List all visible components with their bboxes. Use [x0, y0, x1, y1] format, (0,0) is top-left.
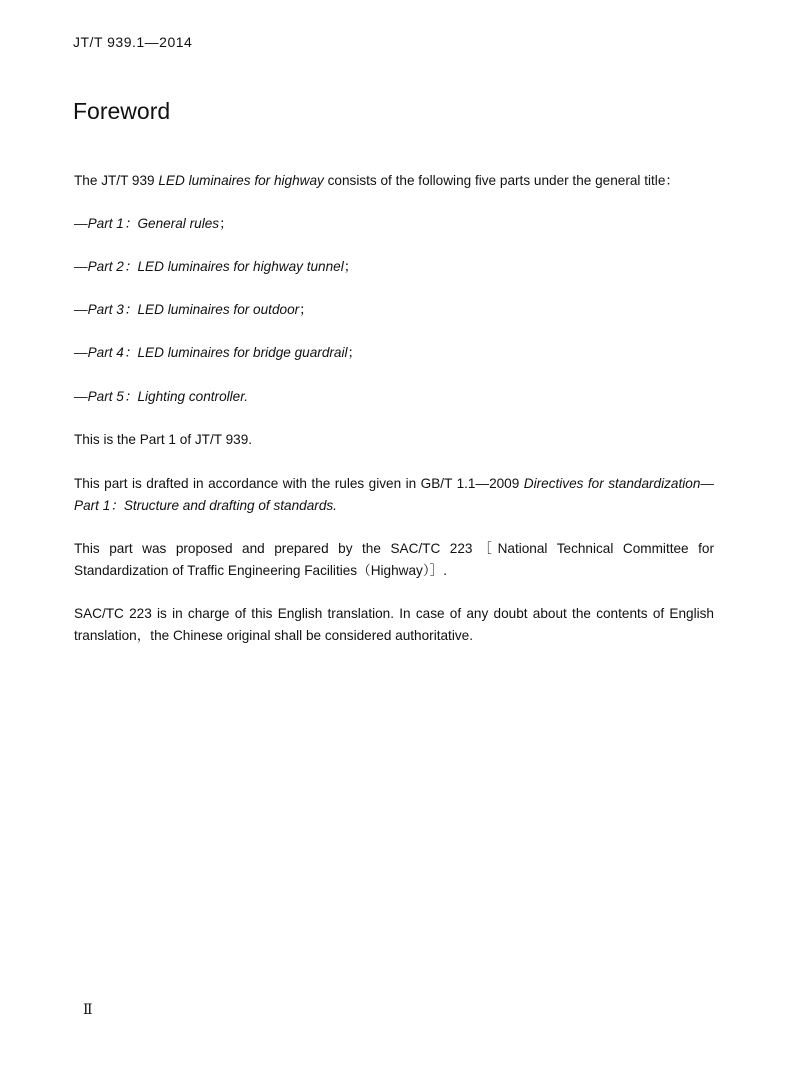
list-item — [74, 299, 714, 321]
page-number: Ⅱ — [83, 1003, 93, 1018]
intro-paragraph — [74, 170, 714, 192]
part-title: General rules — [137, 216, 220, 231]
part-label: —Part 5： — [74, 389, 138, 404]
list-item — [74, 386, 714, 408]
drafting-prefix: This part is drafted in accordance with the rules given in GB/T 1.1—2009 — [74, 476, 524, 491]
standard-number: JT/T 939.1—2014 — [73, 34, 193, 50]
list-item — [74, 213, 714, 235]
part-end: ； — [219, 216, 233, 231]
reference-title: Directives for standardization—Part 1：Structure and drafting of standards. — [74, 476, 714, 513]
list-item — [74, 256, 714, 278]
part-title: LED luminaires for bridge guardrail — [137, 345, 348, 360]
part-statement: This is the Part 1 of JT/T 939. — [74, 432, 253, 447]
part-end: ； — [343, 259, 358, 274]
intro-suffix: consists of the following five parts under the general title： — [323, 173, 679, 188]
part-end: ； — [299, 302, 313, 317]
intro-prefix: The JT/T 939 — [74, 173, 159, 188]
part-label: —Part 4： — [74, 345, 138, 360]
page-title: Foreword — [73, 98, 171, 124]
part-end: ； — [347, 345, 362, 360]
proposal-paragraph: This part was proposed and prepared by the SAC/TC 223［National Technical Committee for Standardization of Traffic Engineering Facilities（Highway）］. — [74, 541, 714, 578]
part-end: . — [244, 389, 249, 404]
translation-paragraph: SAC/TC 223 is in charge of this English translation. In case of any doubt about the contents of English translation，the Chinese original shall be considered authoritative. — [74, 606, 714, 643]
part-label: —Part 1： — [74, 216, 138, 231]
series-title: LED luminaires for highway — [158, 173, 324, 188]
drafting-paragraph — [74, 473, 714, 517]
list-item — [74, 342, 714, 364]
part-title: Lighting controller — [137, 389, 245, 404]
part-title: LED luminaires for highway tunnel — [137, 259, 344, 274]
part-label: —Part 3： — [74, 302, 138, 317]
part-label: —Part 2： — [74, 259, 138, 274]
part-title: LED luminaires for outdoor — [137, 302, 300, 317]
